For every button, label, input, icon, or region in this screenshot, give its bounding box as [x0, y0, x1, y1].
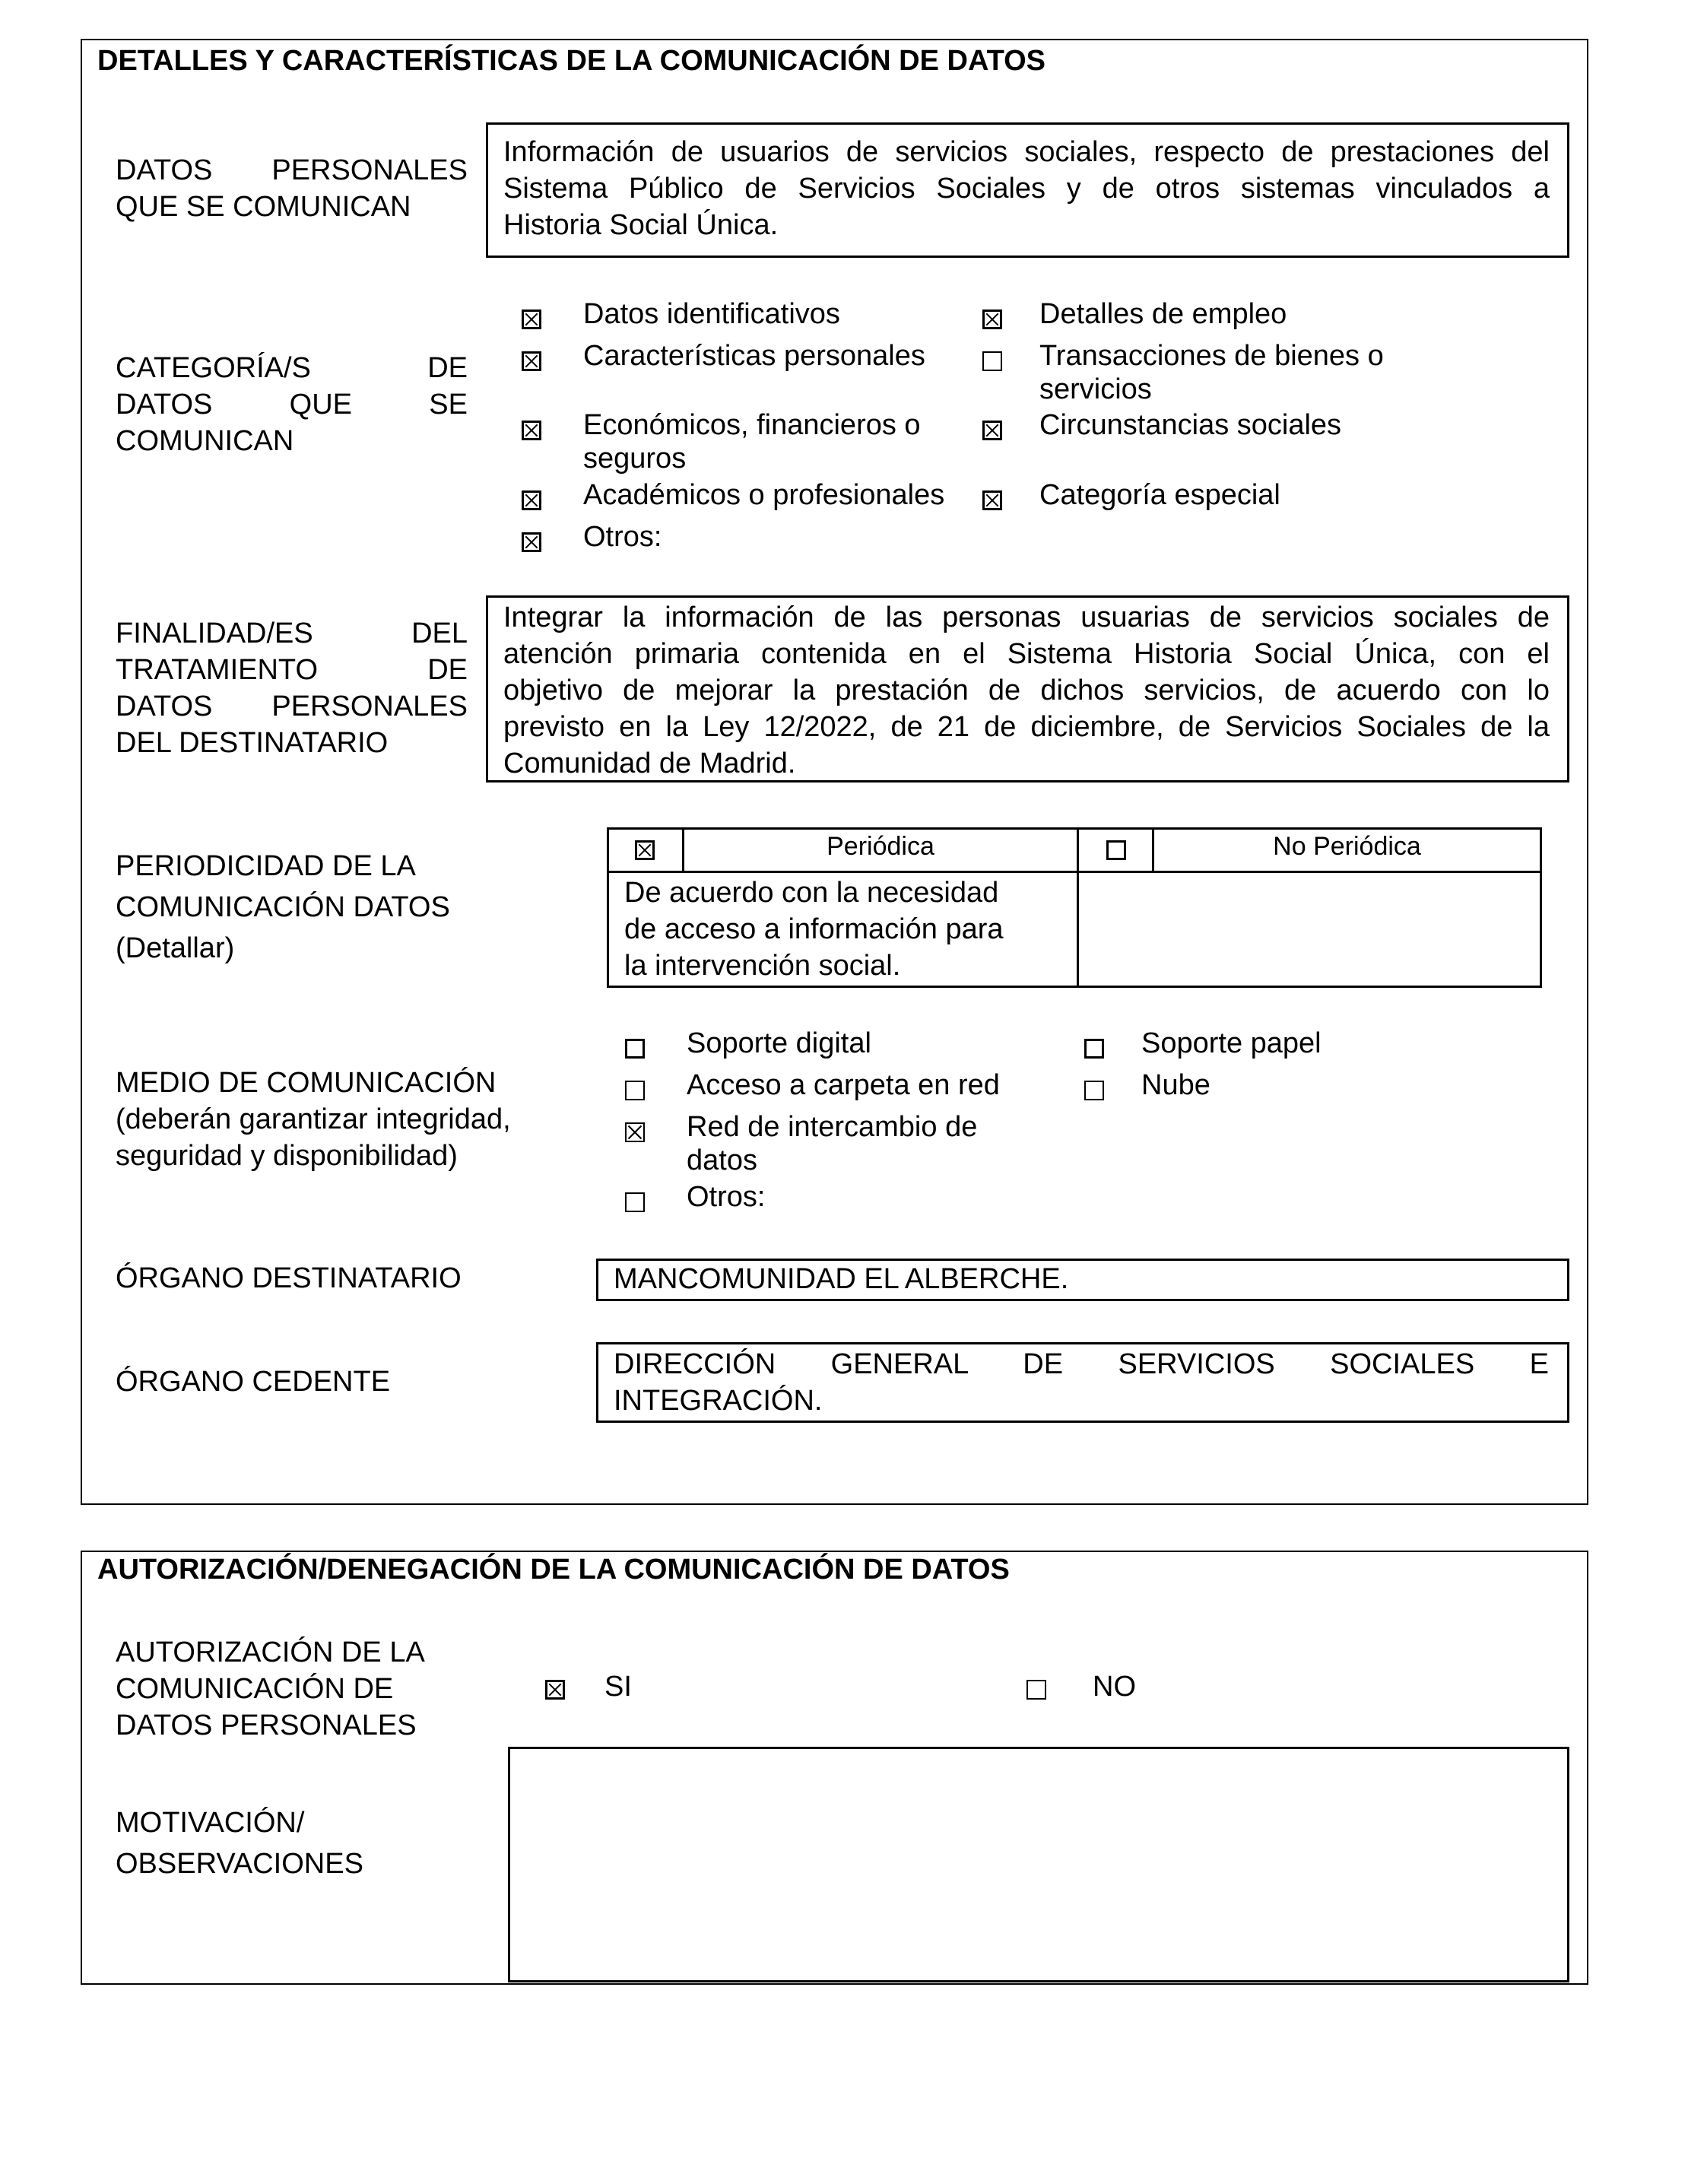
checkbox-label — [583, 297, 840, 331]
label-line: Categoría especial — [1039, 479, 1280, 511]
label-line: OBSERVACIONES — [116, 1848, 363, 1880]
no-periodica-detail[interactable] — [1078, 872, 1541, 987]
checkbox[interactable] — [982, 421, 1002, 440]
label-line: seguridad y disponibilidad) — [116, 1140, 458, 1172]
label-line: (deberán garantizar integridad, — [116, 1103, 511, 1135]
medio-label — [116, 1065, 511, 1174]
si-label: SI — [604, 1671, 632, 1703]
no-label: NO — [1093, 1671, 1136, 1703]
checkbox[interactable] — [625, 1192, 645, 1212]
x-mark-icon — [985, 493, 1000, 508]
label-line: FINALIDAD/ES DEL — [116, 617, 468, 649]
checkbox[interactable] — [982, 490, 1002, 510]
datos-personales-field[interactable] — [486, 122, 1569, 258]
value-line: objetivo de mejorar la prestación de dichos servicios, de acuerdo con lo — [503, 675, 1550, 706]
si-checkbox[interactable] — [545, 1680, 565, 1700]
organo-cedente-value — [614, 1346, 1549, 1419]
details-section-title: DETALLES Y CARACTERÍSTICAS DE LA COMUNICACIÓN DE DATOS — [97, 45, 1046, 77]
detail-line: de acceso a información para — [624, 913, 1004, 945]
x-mark-icon — [524, 354, 539, 369]
checkbox-label — [583, 408, 921, 475]
checkbox-label — [687, 1110, 977, 1177]
label-line: AUTORIZACIÓN DE LA — [116, 1636, 425, 1668]
checkbox-label — [687, 1180, 765, 1214]
value-line: atención primaria contenida en el Sistema Historia Social Única, con el — [503, 638, 1550, 670]
x-mark-icon — [627, 1124, 643, 1141]
checkbox-label — [1141, 1027, 1322, 1060]
finalidad-field[interactable] — [486, 595, 1569, 782]
x-mark-icon — [985, 423, 1000, 438]
label-line: Características personales — [583, 340, 925, 372]
checkbox[interactable] — [522, 351, 541, 371]
checkbox-label — [687, 1068, 1000, 1102]
label-line: Acceso a carpeta en red — [687, 1069, 1000, 1101]
checkbox[interactable] — [982, 310, 1002, 329]
authorization-section-title: AUTORIZACIÓN/DENEGACIÓN DE LA COMUNICACIÓN DE DATOS — [97, 1554, 1010, 1586]
label-line: servicios — [1039, 373, 1152, 405]
label-line: seguros — [583, 443, 687, 475]
label-line: MEDIO DE COMUNICACIÓN — [116, 1067, 497, 1099]
value-line: Información de usuarios de servicios sociales, respecto de prestaciones del — [503, 136, 1550, 168]
label-line: DEL DESTINATARIO — [116, 727, 389, 759]
periodicidad-table — [607, 827, 1542, 988]
label-line: Económicos, financieros o — [583, 409, 921, 441]
checkbox[interactable] — [625, 1122, 645, 1142]
label-line: MOTIVACIÓN/ — [116, 1807, 305, 1839]
value-line: Comunidad de Madrid. — [503, 748, 796, 779]
finalidad-label — [116, 615, 468, 761]
organo-destinatario-field[interactable] — [596, 1259, 1569, 1301]
checkbox[interactable] — [1084, 1081, 1104, 1100]
checkbox[interactable] — [522, 532, 541, 552]
x-mark-icon — [524, 493, 539, 508]
motivacion-field[interactable] — [508, 1747, 1569, 1982]
checkbox-label — [1039, 297, 1287, 331]
datos-personales-value — [503, 134, 1550, 243]
label-line: datos — [687, 1144, 757, 1176]
periodica-label: Periódica — [684, 829, 1078, 872]
datos-personales-label — [116, 152, 468, 225]
checkbox-label — [1141, 1068, 1210, 1102]
checkbox-label — [1039, 478, 1280, 512]
checkbox[interactable] — [625, 1081, 645, 1100]
label-line: Datos identificativos — [583, 298, 840, 330]
value-line: Integrar la información de las personas usuarias de servicios sociales de — [503, 602, 1550, 633]
label-line: (Detallar) — [116, 932, 235, 964]
checkbox[interactable] — [522, 310, 541, 329]
label-line: Red de intercambio de — [687, 1111, 978, 1143]
checkbox-label — [583, 478, 944, 512]
detail-line: la intervención social. — [624, 950, 901, 982]
organo-destinatario-label: ÓRGANO DESTINATARIO — [116, 1262, 462, 1294]
organo-cedente-field[interactable] — [596, 1342, 1569, 1423]
label-line: Circunstancias sociales — [1039, 409, 1342, 441]
x-mark-icon — [547, 1682, 563, 1697]
label-line: Soporte papel — [1141, 1027, 1322, 1059]
no-checkbox[interactable] — [1026, 1680, 1046, 1700]
checkbox-label — [1039, 408, 1341, 442]
label-line: DATOS PERSONALES — [116, 690, 468, 722]
label-line: Otros: — [687, 1181, 766, 1213]
label-line: Otros: — [583, 521, 662, 553]
label-line: DATOS PERSONALES — [116, 154, 468, 186]
checkbox[interactable] — [982, 351, 1002, 371]
label-line: COMUNICACIÓN DATOS — [116, 891, 450, 923]
checkbox[interactable] — [1084, 1039, 1104, 1059]
x-mark-icon — [524, 423, 539, 438]
checkbox[interactable] — [522, 490, 541, 510]
periodica-detail[interactable] — [608, 872, 1078, 987]
label-line: DATOS PERSONALES — [116, 1709, 417, 1741]
value-line: DIRECCIÓN GENERAL DE SERVICIOS SOCIALES E — [614, 1348, 1549, 1380]
no-periodica-label: No Periódica — [1153, 829, 1541, 872]
value-line: INTEGRACIÓN. — [614, 1385, 823, 1417]
motivacion-label — [116, 1802, 363, 1884]
value-line: Historia Social Única. — [503, 209, 779, 241]
detail-line: De acuerdo con la necesidad — [624, 877, 999, 909]
checkbox[interactable] — [522, 421, 541, 440]
value-line: Sistema Público de Servicios Sociales y de otros sistemas vinculados a — [503, 173, 1550, 205]
label-line: Transacciones de bienes o — [1039, 340, 1384, 372]
label-line: Soporte digital — [687, 1027, 871, 1059]
checkbox-label — [583, 520, 662, 554]
label-line: TRATAMIENTO DE — [116, 654, 468, 686]
checkbox-label — [687, 1027, 871, 1060]
label-line: COMUNICAN — [116, 425, 294, 457]
organo-destinatario-value: MANCOMUNIDAD EL ALBERCHE. — [614, 1263, 1069, 1295]
x-mark-icon — [637, 843, 652, 858]
label-line: QUE SE COMUNICAN — [116, 191, 411, 223]
categorias-label — [116, 350, 468, 459]
label-line: PERIODICIDAD DE LA — [116, 850, 416, 882]
periodicidad-label — [116, 846, 450, 969]
label-line: Detalles de empleo — [1039, 298, 1287, 330]
organo-cedente-label: ÓRGANO CEDENTE — [116, 1366, 391, 1398]
autorizacion-label — [116, 1634, 425, 1744]
checkbox-label — [1039, 339, 1384, 406]
label-line: COMUNICACIÓN DE — [116, 1673, 394, 1705]
periodica-checkbox[interactable] — [635, 840, 655, 860]
periodica-checkbox-cell[interactable] — [608, 829, 684, 872]
label-line: DATOS QUE SE — [116, 389, 468, 421]
x-mark-icon — [985, 312, 1000, 327]
label-line: Nube — [1141, 1069, 1210, 1101]
no-periodica-checkbox-cell[interactable] — [1078, 829, 1153, 872]
x-mark-icon — [524, 312, 539, 327]
label-line: Académicos o profesionales — [583, 479, 945, 511]
finalidad-value — [503, 599, 1550, 782]
x-mark-icon — [524, 535, 539, 550]
label-line: CATEGORÍA/S DE — [116, 352, 468, 384]
checkbox[interactable] — [625, 1039, 645, 1059]
checkbox-label — [583, 339, 925, 373]
no-periodica-checkbox[interactable] — [1106, 840, 1126, 860]
value-line: previsto en la Ley 12/2022, de 21 de diciembre, de Servicios Sociales de la — [503, 711, 1550, 743]
